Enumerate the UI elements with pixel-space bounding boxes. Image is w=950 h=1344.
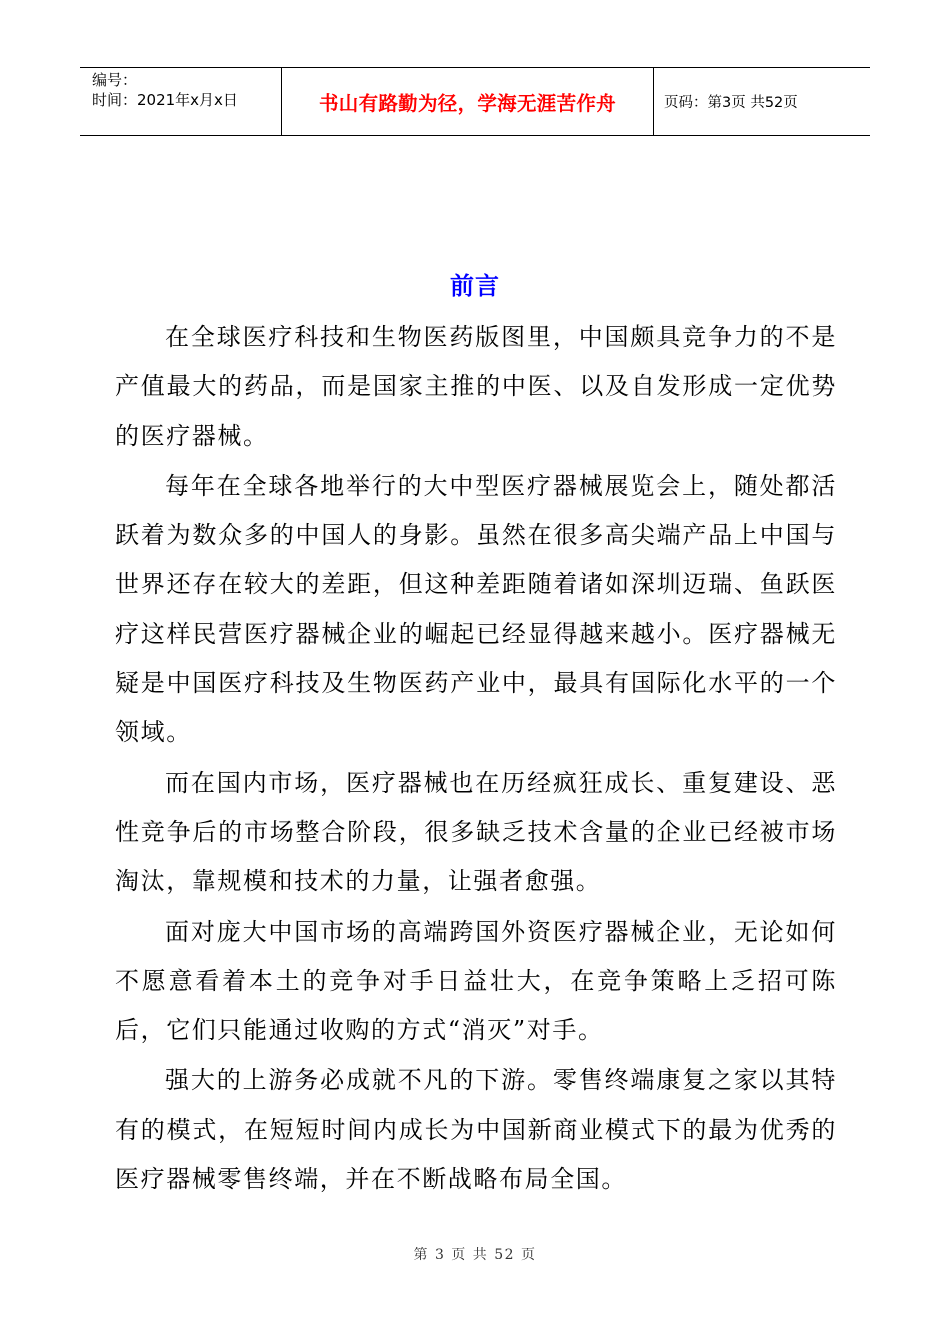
paragraph: 而在国内市场，医疗器械也在历经疯狂成长、重复建设、恶性竞争后的市场整合阶段，很多缺乏技术含量的企业已经被市场淘汰，靠规模和技术的力量，让强者愈强。: [115, 768, 837, 896]
header-motto: 书山有路勤为径，学海无涯苦作舟: [318, 91, 616, 115]
header-meta-cell: [80, 68, 282, 135]
section-title: 前言: [450, 272, 500, 300]
header-page-info: 页码：第3页 共52页: [664, 95, 798, 111]
paragraph: 面对庞大中国市场的高端跨国外资医疗器械企业，无论如何不愿意看着本土的竞争对手日益壮大，在竞争策略上乏招可陈后，它们只能通过收购的方式“消灭”对手。: [115, 917, 837, 1045]
paragraph: 每年在全球各地举行的大中型医疗器械展览会上，随处都活跃着为数众多的中国人的身影。虽然在很多高尖端产品上中国与世界还存在较大的差距，但这种差距随着诸如深圳迈瑞、鱼跃医疗这样民营医疗器械企业的崛起已经显得越来越小。医疗器械无疑是中国医疗科技及生物医药产业中，最具有国际化水平的一个领域。: [115, 471, 837, 747]
paragraph: 在全球医疗科技和生物医药版图里，中国颇具竞争力的不是产值最大的药品，而是国家主推的中医、以及自发形成一定优势的医疗器械。: [115, 323, 837, 450]
document-body: [115, 313, 837, 1205]
document-code-label: 编号：: [92, 71, 138, 89]
page-footer: 第 3 页 共 52 页: [413, 1247, 537, 1263]
document-header: [80, 67, 870, 136]
document-time-label: 时间：2021年x月x日: [92, 91, 238, 109]
paragraph: 强大的上游务必成就不凡的下游。零售终端康复之家以其特有的模式，在短短时间内成长为中国新商业模式下的最为优秀的医疗器械零售终端，并在不断战略布局全国。: [115, 1066, 837, 1194]
header-page-cell: [654, 68, 870, 135]
header-motto-cell: [282, 68, 654, 135]
